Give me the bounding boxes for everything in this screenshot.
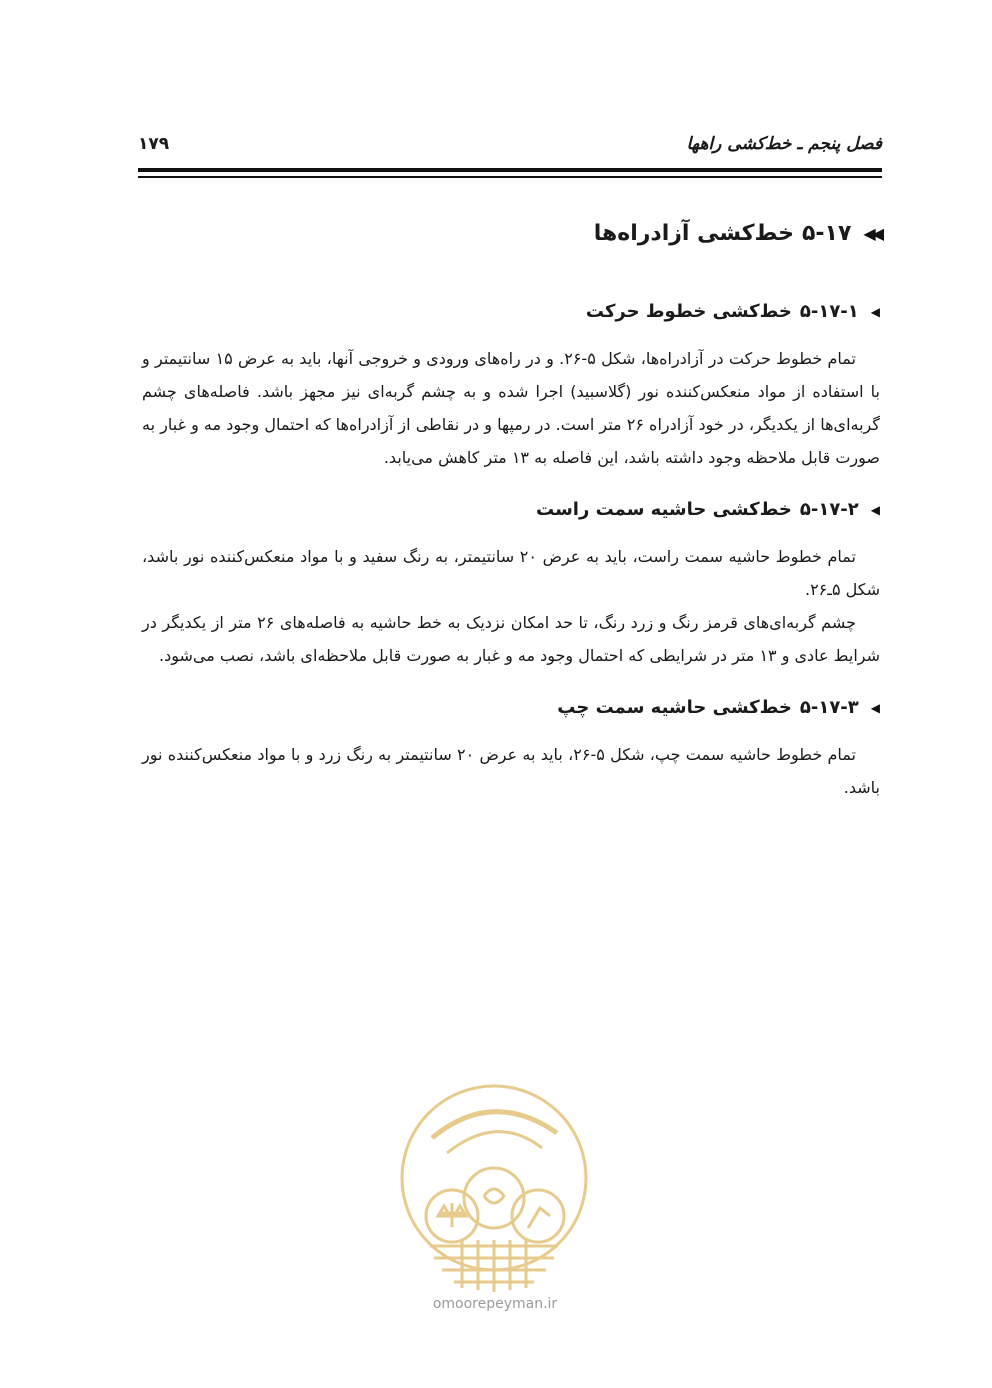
arrow-icon: ◀: [870, 503, 880, 517]
subsection-1: [142, 296, 880, 474]
running-title: فصل پنجم ـ خط‌کشی راهها: [686, 134, 882, 154]
paragraph: تمام خطوط حرکت در آزادراه‌ها، شکل ۵-۲۶. و در راه‌های ورودی و خروجی آنها، باید به عرض ۱۵ سانتیمتر و با استفاده از مواد منعکس‌کننده نور (گلاسبید) اجرا شده و به چشم گربه‌ای نیز مجهز باشد. فاصله‌های چشم گربه‌ای‌ها از یکدیگر، در خود آزادراه ۲۶ متر است. در رمپها و در نقاطی از آزادراه‌ها که احتمال وجود مه و غبار به صورت قابل ملاحظه وجود داشته باشد، این فاصله به ۱۳ متر کاهش می‌یابد.: [142, 349, 881, 467]
subsection-number: ۵-۱۷-۳: [799, 697, 859, 718]
running-header: [138, 128, 882, 160]
arrow-icon: ◀: [870, 701, 880, 715]
subsection-heading: [142, 296, 880, 328]
subsection-title: خط‌کشی خطوط حرکت: [585, 301, 792, 322]
section-number: ۵-۱۷: [801, 221, 852, 246]
subsection-heading: [142, 494, 880, 526]
page-content: [142, 212, 880, 824]
subsection-2: [142, 494, 880, 672]
section-heading: [142, 212, 880, 256]
subsection-title: خط‌کشی حاشیه سمت چپ: [557, 697, 792, 718]
header-rule-thin: [138, 176, 882, 178]
page-number: ۱۷۹: [138, 134, 170, 154]
double-arrow-icon: ◀◀: [863, 224, 880, 243]
arrow-icon: ◀: [870, 305, 880, 319]
header-rule-thick: [138, 168, 882, 172]
paragraph: چشم گربه‌ای‌های قرمز رنگ و زرد رنگ، تا حد امکان نزدیک به خط حاشیه به فاصله‌های ۲۶ متر از یکدیگر در شرایط عادی و ۱۳ متر در شرایطی که احتمال وجود مه و غبار به صورت قابل ملاحظه‌ای باشد، نصب می‌شود.: [142, 613, 880, 665]
subsection-3: [142, 692, 880, 804]
section-title: خط‌کشی آزادراه‌ها: [593, 221, 794, 246]
subsection-number: ۵-۱۷-۱: [799, 301, 859, 322]
paragraph: تمام خطوط حاشیه سمت چپ، شکل ۵-۲۶، باید به عرض ۲۰ سانتیمتر به رنگ زرد و با مواد منعکس‌کننده نور باشد.: [142, 745, 880, 797]
subsection-number: ۵-۱۷-۲: [799, 499, 859, 520]
subsection-title: خط‌کشی حاشیه سمت راست: [536, 499, 792, 520]
watermark-caption: omoorepeyman.ir: [432, 1296, 558, 1312]
subsection-heading: [142, 692, 880, 724]
paragraph: تمام خطوط حاشیه سمت راست، باید به عرض ۲۰ سانتیمتر، به رنگ سفید و با مواد منعکس‌کننده نور باشد، شکل ۵ـ۲۶.: [142, 547, 880, 599]
omoorepeyman-logo-icon: [392, 1078, 597, 1298]
